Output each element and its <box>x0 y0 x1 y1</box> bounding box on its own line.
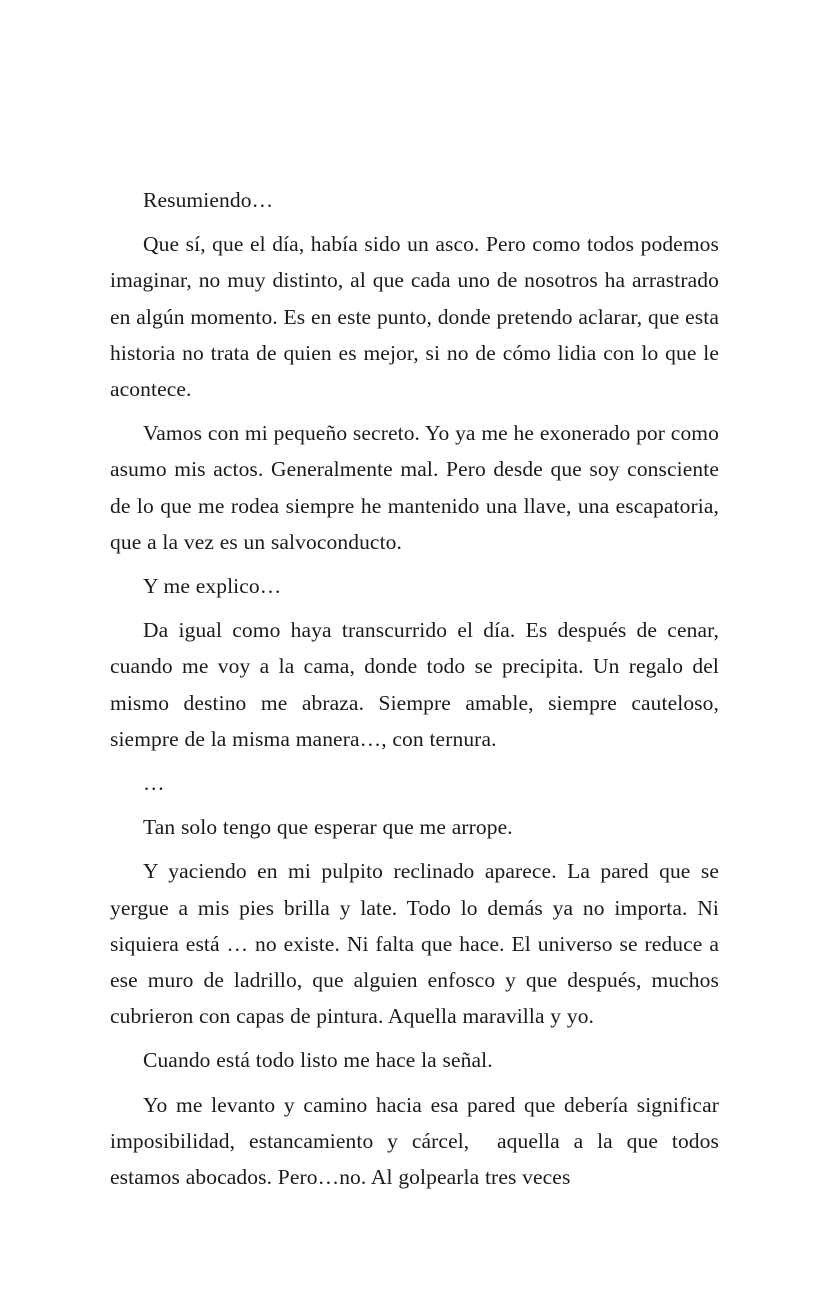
body-text-column <box>110 182 725 1195</box>
paragraph-y-me-explico: Y me explico… <box>143 574 282 599</box>
paragraph-tan-solo-tengo: Tan solo tengo que esperar que me arrope. <box>143 815 513 840</box>
paragraph-cuando-esta-todo-listo: Cuando está todo listo me hace la señal. <box>143 1048 493 1073</box>
paragraph-y-yaciendo: Y yaciendo en mi pulpito reclinado aparece. La pared que se yergue a mis pies brilla y late. Todo lo demás ya no importa. Ni siquiera está … no existe. Ni falta que hace. El universo se reduce a ese muro de ladrillo, que alguien enfosco y que después, muchos cubrieron con capas de pintura. Aquella maravilla y yo. <box>110 859 725 1029</box>
paragraph-yo-me-levanto: Yo me levanto y camino hacia esa pared que debería significar imposibilidad, estancamiento y cárcel, aquella a la que todos estamos abocados. Pero…no. Al golpearla tres veces <box>110 1092 725 1190</box>
paragraph-vamos-con-mi-pequeno-secreto: Vamos con mi pequeño secreto. Yo ya me he exonerado por como asumo mis actos. Generalmente mal. Pero desde que soy consciente de lo que me rodea siempre he mantenido una llave, una escapatoria, que a la vez es un salvoconducto. <box>110 421 725 554</box>
paragraph-resumiendo: Resumiendo… <box>143 188 274 212</box>
paragraph-que-si: Que sí, que el día, había sido un asco. Pero como todos podemos imaginar, no muy distinto, al que cada uno de nosotros ha arrastrado en algún momento. Es en este punto, donde pretendo aclarar, que esta historia no trata de quien es mejor, si no de cómo lidia con lo que le acontece. <box>110 232 725 402</box>
paragraph-ellipsis-break: … <box>143 771 166 796</box>
paragraph-da-igual: Da igual como haya transcurrido el día. Es después de cenar, cuando me voy a la cama, donde todo se precipita. Un regalo del mismo destino me abraza. Siempre amable, siempre cauteloso, siempre de la misma manera…, con ternura. <box>110 618 725 751</box>
